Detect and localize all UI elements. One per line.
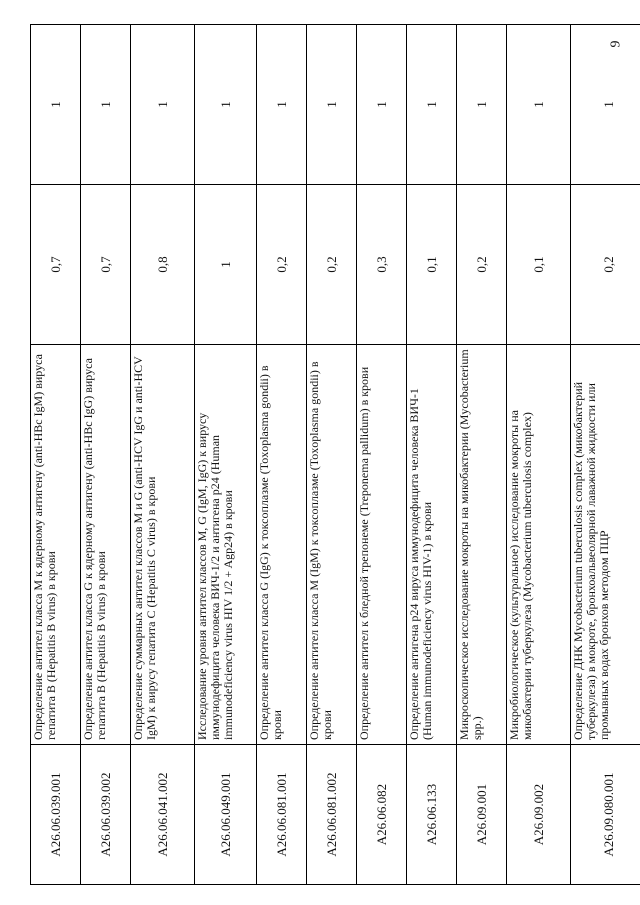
service-count: 1 (31, 25, 81, 185)
table-row (357, 25, 407, 885)
service-name: Определение ДНК Mycobacterium tuberculosis complex (микобактерий туберкулеза) в мокроте, бронхоальвеолярной лаважной жидкости или промывных водах бронхов методом ПЦР (571, 345, 640, 745)
service-coefficient: 0,1 (407, 185, 457, 345)
table-row (507, 25, 571, 885)
service-code: A26.09.002 (507, 745, 571, 885)
page-number: 9 (608, 40, 624, 48)
service-count: 1 (307, 25, 357, 185)
service-name: Определение суммарных антител классов M и G (anti-HCV IgG и anti-HCV IgM) к вирусу гепатита С (Hepatitis C virus) в крови (131, 345, 195, 745)
service-coefficient: 0,1 (507, 185, 571, 345)
table-row (457, 25, 507, 885)
service-name: Определение антител класса G (IgG) к токсоплазме (Toxoplasma gondii) в крови (257, 345, 307, 745)
service-code: A26.06.039.002 (81, 745, 131, 885)
services-table (30, 24, 640, 885)
service-name: Определение антител класса M к ядерному антигену (anti-HBc IgM) вируса гепатита В (Hepatitis B virus) в крови (31, 345, 81, 745)
service-count: 1 (195, 25, 257, 185)
service-count: 1 (457, 25, 507, 185)
table-row (307, 25, 357, 885)
service-name: Микроскопическое исследование мокроты на микобактерии (Mycobacterium spp.) (457, 345, 507, 745)
service-count: 1 (357, 25, 407, 185)
services-table-wrapper (30, 25, 616, 885)
table-row (407, 25, 457, 885)
service-code: A26.06.081.002 (307, 745, 357, 885)
service-code: A26.09.080.001 (571, 745, 640, 885)
service-coefficient: 0,2 (257, 185, 307, 345)
service-name: Определение антител класса M (IgM) к токсоплазме (Toxoplasma gondii) в крови (307, 345, 357, 745)
service-name: Определение антигена p24 вируса иммунодефицита человека ВИЧ-1 (Human immunodeficiency virus HIV-1) в крови (407, 345, 457, 745)
service-code: A26.06.039.001 (31, 745, 81, 885)
table-row (31, 25, 81, 885)
service-count: 1 (407, 25, 457, 185)
service-coefficient: 1 (195, 185, 257, 345)
service-count: 1 (257, 25, 307, 185)
table-row (131, 25, 195, 885)
service-code: A26.09.001 (457, 745, 507, 885)
service-code: A26.06.081.001 (257, 745, 307, 885)
service-name: Исследование уровня антител классов M, G (IgM, IgG) к вирусу иммунодефицита человека ВИЧ-1/2 и антигена p24 (Human immunodeficiency virus HIV 1/2 + Agp24) в крови (195, 345, 257, 745)
service-name: Определение антител класса G к ядерному антигену (anti-HBc IgG) вируса гепатита В (Hepatitis B virus) в крови (81, 345, 131, 745)
service-code: A26.06.049.001 (195, 745, 257, 885)
service-coefficient: 0,3 (357, 185, 407, 345)
service-count: 1 (507, 25, 571, 185)
service-coefficient: 0,7 (31, 185, 81, 345)
service-count: 1 (571, 25, 640, 185)
service-code: A26.06.133 (407, 745, 457, 885)
table-row (195, 25, 257, 885)
service-coefficient: 0,2 (571, 185, 640, 345)
service-name: Микробиологическое (культуральное) исследование мокроты на микобактерии туберкулеза (Mycobacterium tuberculosis complex) (507, 345, 571, 745)
service-coefficient: 0,7 (81, 185, 131, 345)
table-row (571, 25, 640, 885)
service-code: A26.06.041.002 (131, 745, 195, 885)
table-row (81, 25, 131, 885)
table-row (257, 25, 307, 885)
service-count: 1 (131, 25, 195, 185)
service-coefficient: 0,8 (131, 185, 195, 345)
service-coefficient: 0,2 (307, 185, 357, 345)
service-coefficient: 0,2 (457, 185, 507, 345)
service-name: Определение антител к бледной трепонеме (Treponema pallidum) в крови (357, 345, 407, 745)
service-code: A26.06.082 (357, 745, 407, 885)
service-count: 1 (81, 25, 131, 185)
